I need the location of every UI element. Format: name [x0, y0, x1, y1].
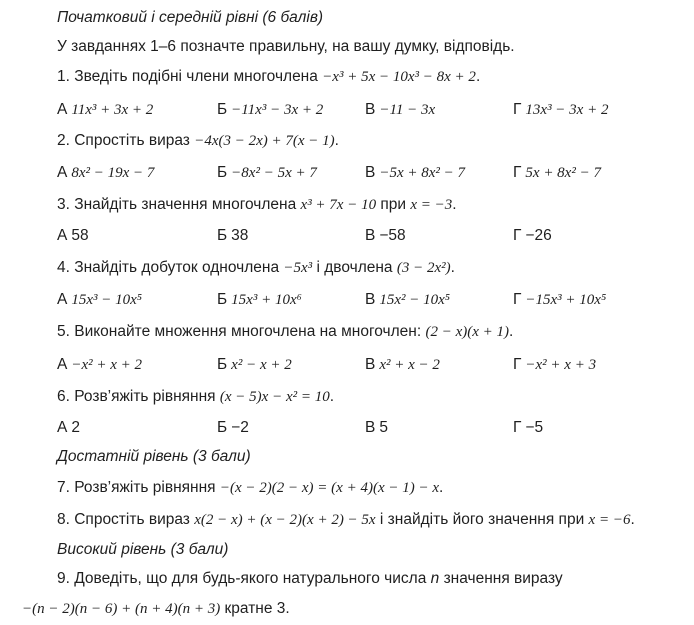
option-b[interactable] [217, 223, 248, 249]
task-text: 3. Знайдіть значення многочлена [57, 196, 297, 213]
option-c[interactable] [365, 415, 388, 441]
task-expression: −x³ + 5x − 10x³ − 8x + 2 [322, 69, 476, 85]
option-letter: Б [217, 356, 228, 373]
option-letter: Б [217, 291, 228, 308]
option-value: −11x³ − 3x + 2 [231, 102, 324, 118]
option-letter: В [365, 356, 376, 373]
option-letter: Г [513, 419, 522, 436]
option-c[interactable] [365, 160, 465, 186]
option-c[interactable] [365, 223, 406, 249]
task-end: . [630, 511, 635, 528]
option-value: 58 [71, 227, 89, 244]
task-9-line-1 [57, 566, 686, 592]
task-text: 1. Зведіть подібні члени многочлена [57, 68, 318, 85]
option-b[interactable] [217, 352, 292, 378]
task-1 [57, 64, 686, 90]
task-end: . [329, 388, 335, 405]
section-heading-sufficient: Достатній рівень (3 бали) [57, 448, 251, 465]
option-value: 15x³ − 10x⁵ [71, 292, 142, 308]
task-3-options [57, 223, 687, 249]
section-heading-basic: Початковий і середній рівні (6 балів) [57, 9, 324, 26]
option-value: 5 [379, 419, 388, 436]
option-c[interactable] [365, 352, 440, 378]
instruction: У завданнях 1–6 позначте правильну, на вашу думку, відповідь. [57, 38, 515, 55]
task-5 [57, 319, 686, 345]
option-letter: А [57, 227, 68, 244]
option-value: −8x² − 5x + 7 [231, 165, 317, 181]
task-expression-2: x = −3 [410, 197, 453, 213]
option-a[interactable] [57, 415, 80, 441]
section-heading-high: Високий рівень (3 бали) [57, 541, 229, 558]
option-value: −x² + x + 2 [71, 357, 143, 373]
task-6 [57, 384, 686, 410]
option-letter: Б [217, 164, 228, 181]
option-letter: В [365, 164, 376, 181]
option-letter: Г [513, 164, 522, 181]
option-letter: Б [217, 419, 228, 436]
task-mid-text: при [380, 196, 407, 213]
option-value: 15x³ + 10x⁶ [231, 292, 302, 308]
task-text: 9. Доведіть, що для будь-якого натурального числа [57, 570, 427, 587]
task-variable: n [430, 570, 440, 587]
option-value: 2 [71, 419, 80, 436]
task-2 [57, 128, 686, 154]
option-value: 5x + 8x² − 7 [525, 165, 601, 181]
option-letter: Б [217, 101, 228, 118]
task-8 [57, 507, 686, 533]
task-end: . [452, 196, 457, 213]
option-b[interactable] [217, 415, 249, 441]
task-expression: (x − 5)x − x² = 10 [219, 389, 330, 405]
option-letter: Г [513, 101, 522, 118]
option-letter: Г [513, 356, 522, 373]
task-4 [57, 255, 686, 281]
task-text-2: значення виразу [443, 570, 563, 587]
task-expression: x³ + 7x − 10 [300, 197, 377, 213]
task-expression: x(2 − x) + (x − 2)(x + 2) − 5x [194, 512, 376, 528]
option-value: −15x³ + 10x⁵ [525, 292, 607, 308]
option-c[interactable] [365, 287, 450, 313]
option-letter: А [57, 356, 68, 373]
task-3 [57, 192, 686, 218]
task-mid-text: і знайдіть його значення при [379, 511, 585, 528]
option-value: 11x³ + 3x + 2 [71, 102, 154, 118]
task-end: . [334, 132, 339, 149]
task-7 [57, 475, 686, 501]
task-expression: (2 − x)(x + 1) [425, 324, 510, 340]
option-value: −26 [525, 227, 552, 244]
option-value: −x² + x + 3 [525, 357, 597, 373]
task-text: 6. Розв’яжіть рівняння [57, 388, 216, 405]
option-a[interactable] [57, 287, 142, 313]
option-a[interactable] [57, 97, 153, 123]
option-value: 13x³ − 3x + 2 [525, 102, 609, 118]
option-d[interactable] [513, 287, 606, 313]
task-text: 4. Знайдіть добуток одночлена [57, 259, 280, 276]
task-1-options [57, 97, 687, 123]
option-letter: Б [217, 227, 228, 244]
option-b[interactable] [217, 287, 302, 313]
option-a[interactable] [57, 223, 89, 249]
option-letter: А [57, 419, 68, 436]
option-d[interactable] [513, 352, 596, 378]
task-expression-2: x = −6 [588, 512, 631, 528]
option-value: 8x² − 19x − 7 [71, 165, 155, 181]
option-value: x² + x − 2 [379, 357, 440, 373]
task-expression: −(n − 2)(n − 6) + (n + 4)(n + 3) [22, 601, 221, 617]
option-d[interactable] [513, 415, 543, 441]
option-a[interactable] [57, 352, 142, 378]
task-end: . [475, 68, 481, 85]
option-d[interactable] [513, 223, 552, 249]
task-4-options [57, 287, 687, 313]
option-letter: А [57, 164, 68, 181]
task-9-line-2 [22, 596, 686, 622]
option-b[interactable] [217, 97, 323, 123]
option-letter: Г [513, 227, 522, 244]
option-d[interactable] [513, 160, 601, 186]
option-a[interactable] [57, 160, 154, 186]
task-text: 8. Спростіть вираз [57, 511, 190, 528]
option-value: −5 [525, 419, 544, 436]
task-expression: −(x − 2)(2 − x) = (x + 4)(x − 1) − x [219, 480, 439, 496]
option-value: −5x + 8x² − 7 [379, 165, 466, 181]
option-letter: Г [513, 291, 522, 308]
task-5-options [57, 352, 687, 378]
task-expression: −5x³ [283, 260, 313, 276]
option-letter: В [365, 227, 376, 244]
task-text: 5. Виконайте множення многочлена на многочлен: [57, 323, 422, 340]
option-b[interactable] [217, 160, 317, 186]
task-expression-2: (3 − 2x²) [396, 260, 451, 276]
option-value: −11 − 3x [379, 102, 436, 118]
task-end: . [509, 323, 514, 340]
option-value: −2 [231, 419, 249, 436]
task-6-options [57, 415, 687, 441]
task-text: 2. Спростіть вираз [57, 132, 190, 149]
option-letter: А [57, 101, 68, 118]
option-d[interactable] [513, 97, 608, 123]
option-letter: А [57, 291, 68, 308]
task-mid-text: і двочлена [316, 259, 393, 276]
option-value: −58 [379, 227, 406, 244]
option-letter: В [365, 101, 376, 118]
option-value: x² − x + 2 [231, 357, 292, 373]
option-letter: В [365, 291, 376, 308]
task-text: 7. Розв’яжіть рівняння [57, 479, 216, 496]
task-end: . [450, 259, 455, 276]
option-c[interactable] [365, 97, 435, 123]
task-end: кратне 3. [224, 600, 290, 617]
task-expression: −4x(3 − 2x) + 7(x − 1) [194, 133, 335, 149]
task-end: . [439, 479, 444, 496]
task-2-options [57, 160, 687, 186]
option-value: 15x² − 10x⁵ [379, 292, 450, 308]
option-letter: В [365, 419, 376, 436]
option-value: 38 [231, 227, 249, 244]
